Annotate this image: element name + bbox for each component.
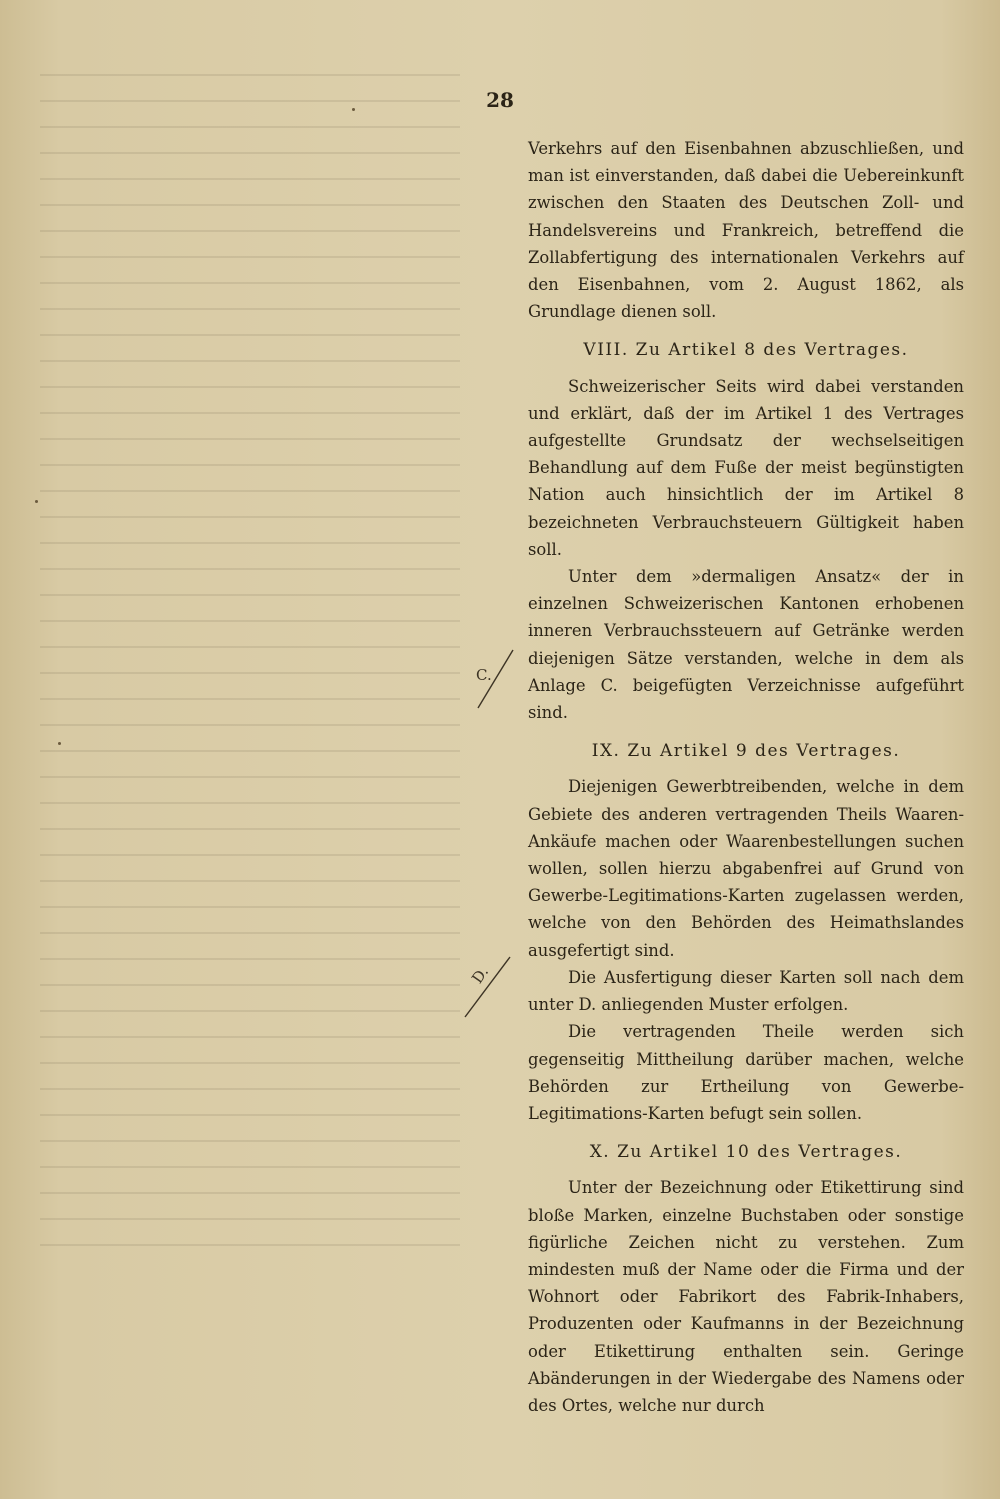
section-heading: VIII. Zu Artikel 8 des Vertrages. <box>583 340 909 361</box>
section-heading: X. Zu Artikel 10 des Vertrages. <box>589 1142 903 1163</box>
paragraph: Die Ausfertigung dieser Karten soll nach dem unter D. anliegenden Muster erfolgen. <box>528 967 964 1015</box>
paragraph: Schweizerischer Seits wird dabei verstanden und erklärt, daß der im Artikel 1 des Vertrages aufgestellte Grundsatz der wechselseitigen Behandlung auf dem Fuße der meist begünstigten Nation auch hinsichtlich der im Artikel 8 bezeichneten Verbrauchsteuern Gültigkeit haben soll. <box>528 376 964 559</box>
paper-speck <box>58 742 61 745</box>
paragraph: Die vertragenden Theile werden sich gegenseitig Mittheilung darüber machen, welche Behörden zur Ertheilung von Gewerbe-Legitimations-Karten befugt sein sollen. <box>528 1022 964 1123</box>
paragraph: Unter dem »dermaligen Ansatz« der in einzelnen Schweizerischen Kantonen erhobenen inneren Verbrauchssteuern auf Getränke werden diejenigen Sätze verstanden, welche in dem als Anlage C. beigefügten Verzeichnisse aufgeführt sind. <box>528 567 964 723</box>
page-number: 28 <box>486 88 514 112</box>
text-column <box>528 135 964 1419</box>
section-heading: IX. Zu Artikel 9 des Vertrages. <box>591 741 901 762</box>
margin-note-c: C. <box>476 666 492 684</box>
margin-note-d: D. <box>468 963 493 987</box>
bleed-through-texture <box>40 60 460 1260</box>
margin-slash-mark <box>462 955 514 1021</box>
paper-speck <box>352 108 355 111</box>
paragraph: Diejenigen Gewerbtreibenden, welche in dem Gebiete des anderen vertragenden Theils Waaren-Ankäufe machen oder Waarenbestellungen suchen wollen, sollen hierzu abgabenfrei auf Grund von Gewerbe-Legitimations-Karten zugelassen werden, welche von den Behörden des Heimathslandes ausgefertigt sind. <box>528 777 964 960</box>
paragraph: Verkehrs auf den Eisenbahnen abzuschließen, und man ist einverstanden, daß dabei die Uebereinkunft zwischen den Staaten des Deutschen Zoll- und Handelsvereins und Frankreich, betreffend die Zollabfertigung des internationalen Verkehrs auf den Eisenbahnen, vom 2. August 1862, als Grundlage dienen soll. <box>528 139 964 322</box>
paragraph: Unter der Bezeichnung oder Etikettirung sind bloße Marken, einzelne Buchstaben oder sonstige figürliche Zeichen nicht zu verstehen. Zum mindesten muß der Name oder die Firma und der Wohnort oder Fabrikort des Fabrik-Inhabers, Produzenten oder Kaufmanns in der Bezeichnung oder Etikettirung enthalten sein. Geringe Abänderungen in der Wiedergabe des Namens oder des Ortes, welche nur durch <box>528 1178 964 1415</box>
paper-speck <box>35 500 38 503</box>
